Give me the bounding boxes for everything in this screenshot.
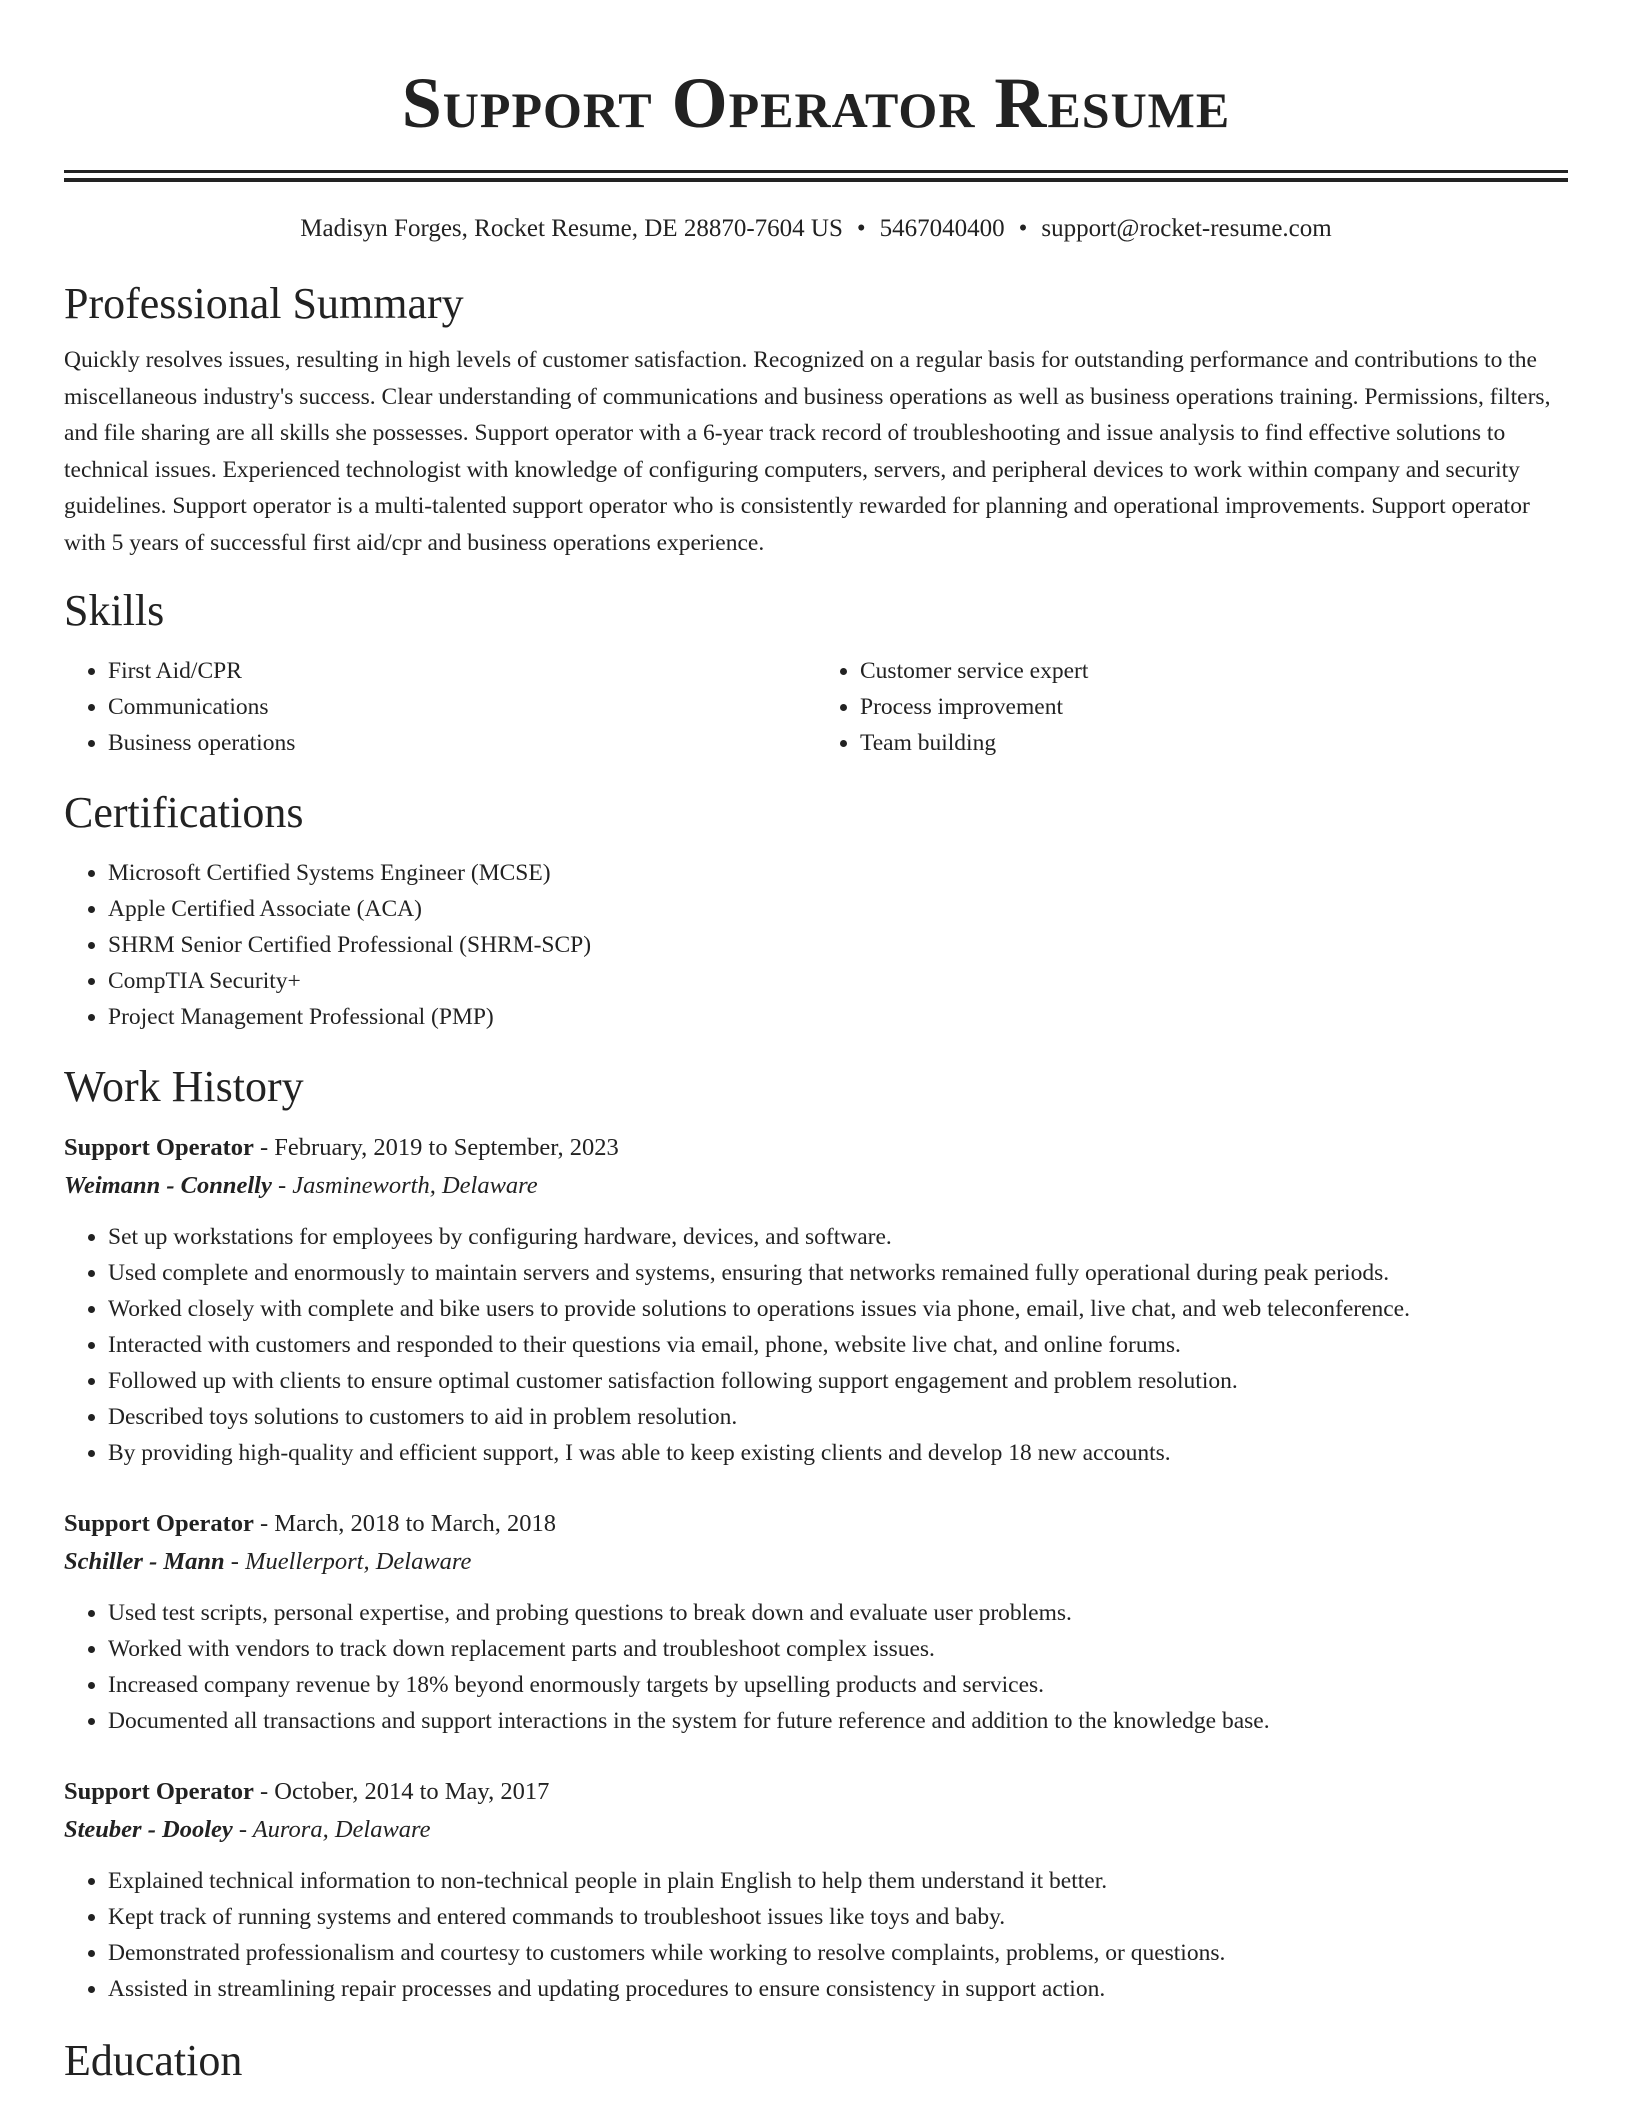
summary-heading: Professional Summary xyxy=(64,279,464,328)
skills-columns xyxy=(64,653,1568,761)
job-entry xyxy=(64,1505,1568,1739)
job-entry xyxy=(64,1129,1568,1471)
contact-separator: • xyxy=(1018,215,1028,242)
skill-item: • Process improvement xyxy=(860,689,1568,725)
job-title-line xyxy=(64,1505,1568,1543)
job-bullets xyxy=(64,1595,1568,1739)
job-location: - Muellerport, Delaware xyxy=(224,1548,472,1575)
skill-item: • Customer service expert xyxy=(860,653,1568,689)
job-company: Schiller - Mann xyxy=(64,1548,225,1575)
page-title: Support Operator Resume xyxy=(401,63,1231,143)
job-bullet: • Worked closely with complete and bike users to provide solutions to operations issues via phone, email, live chat, and web teleconference. xyxy=(108,1291,1568,1327)
job-bullets xyxy=(64,1863,1568,2007)
job-bullet: • By providing high-quality and efficient support, I was able to keep existing clients and develop 18 new accounts. xyxy=(108,1435,1568,1471)
job-bullet: • Increased company revenue by 18% beyond enormously targets by upselling products and services. xyxy=(108,1667,1568,1703)
job-bullets xyxy=(64,1219,1568,1471)
job-bullet: • Interacted with customers and responded to their questions via email, phone, website live chat, and online forums. xyxy=(108,1327,1568,1363)
contact-phone: 5467040400 xyxy=(879,215,1005,242)
job-company-line xyxy=(64,1811,1568,1849)
job-location: - Aurora, Delaware xyxy=(232,1816,431,1843)
certifications-list xyxy=(64,855,1568,1035)
certification-item: • CompTIA Security+ xyxy=(108,963,1568,999)
job-bullet: • Described toys solutions to customers to aid in problem resolution. xyxy=(108,1399,1568,1435)
job-company-line xyxy=(64,1167,1568,1205)
job-bullet: • Followed up with clients to ensure optimal customer satisfaction following support engagement and problem resolution. xyxy=(108,1363,1568,1399)
skills-list-right xyxy=(816,653,1568,761)
job-title: Support Operator xyxy=(64,1510,254,1537)
job-bullet: • Worked with vendors to track down replacement parts and troubleshoot complex issues. xyxy=(108,1631,1568,1667)
skills-list-left xyxy=(64,653,816,761)
contact-separator: • xyxy=(856,215,866,242)
certification-item: • SHRM Senior Certified Professional (SHRM-SCP) xyxy=(108,927,1568,963)
job-bullet: • Documented all transactions and support interactions in the system for future reference and addition to the knowledge base. xyxy=(108,1703,1568,1739)
job-title: Support Operator xyxy=(64,1778,254,1805)
skill-item: • Business operations xyxy=(108,725,816,761)
job-title-line xyxy=(64,1129,1568,1167)
job-title: Support Operator xyxy=(64,1134,254,1161)
job-dates: - February, 2019 to September, 2023 xyxy=(253,1134,619,1161)
certification-item: • Microsoft Certified Systems Engineer (MCSE) xyxy=(108,855,1568,891)
job-title-line xyxy=(64,1773,1568,1811)
job-company: Weimann - Connelly xyxy=(64,1172,272,1199)
job-bullet: • Assisted in streamlining repair processes and updating procedures to ensure consistency in support action. xyxy=(108,1971,1568,2007)
job-company-line xyxy=(64,1543,1568,1581)
job-location: - Jasmineworth, Delaware xyxy=(271,1172,538,1199)
job-company: Steuber - Dooley xyxy=(64,1816,233,1843)
job-dates: - March, 2018 to March, 2018 xyxy=(253,1510,556,1537)
job-entry xyxy=(64,1773,1568,2007)
skill-item: • First Aid/CPR xyxy=(108,653,816,689)
contact-email[interactable]: support@rocket-resume.com xyxy=(1041,215,1332,242)
skill-item: • Team building xyxy=(860,725,1568,761)
certification-item: • Apple Certified Associate (ACA) xyxy=(108,891,1568,927)
job-bullet: • Kept track of running systems and entered commands to troubleshoot issues like toys and baby. xyxy=(108,1899,1568,1935)
title-divider xyxy=(64,170,1568,182)
skill-item: • Communications xyxy=(108,689,816,725)
skills-heading: Skills xyxy=(64,586,165,635)
contact-address: Madisyn Forges, Rocket Resume, DE 28870-7604 US xyxy=(300,215,843,242)
job-bullet: • Demonstrated professionalism and courtesy to customers while working to resolve complaints, problems, or questions. xyxy=(108,1935,1568,1971)
job-dates: - October, 2014 to May, 2017 xyxy=(253,1778,550,1805)
job-bullet: • Set up workstations for employees by configuring hardware, devices, and software. xyxy=(108,1219,1568,1255)
summary-text: Quickly resolves issues, resulting in high levels of customer satisfaction. Recognized on a regular basis for outstanding performance and contributions to the miscellaneous industry's success. Clear understanding of communications and business operations as well as business operations training. Permissions, filters, and file sharing are all skills she possesses. Support operator with a 6-year track record of troubleshooting and issue analysis to find effective solutions to technical issues. Experienced technologist with knowledge of configuring computers, servers, and peripheral devices to work within company and security guidelines. Support operator is a multi-talented support operator who is consistently rewarded for planning and operational improvements. Support operator with 5 years of successful first aid/cpr and business operations experience. xyxy=(64,347,1551,556)
certifications-heading: Certifications xyxy=(64,788,304,837)
job-bullet: • Explained technical information to non-technical people in plain English to help them understand it better. xyxy=(108,1863,1568,1899)
certification-item: • Project Management Professional (PMP) xyxy=(108,999,1568,1035)
job-bullet: • Used complete and enormously to maintain servers and systems, ensuring that networks remained fully operational during peak periods. xyxy=(108,1255,1568,1291)
education-heading: Education xyxy=(64,2036,243,2085)
contact-line xyxy=(64,212,1568,246)
job-bullet: • Used test scripts, personal expertise, and probing questions to break down and evaluate user problems. xyxy=(108,1595,1568,1631)
work-history-heading: Work History xyxy=(64,1062,304,1111)
